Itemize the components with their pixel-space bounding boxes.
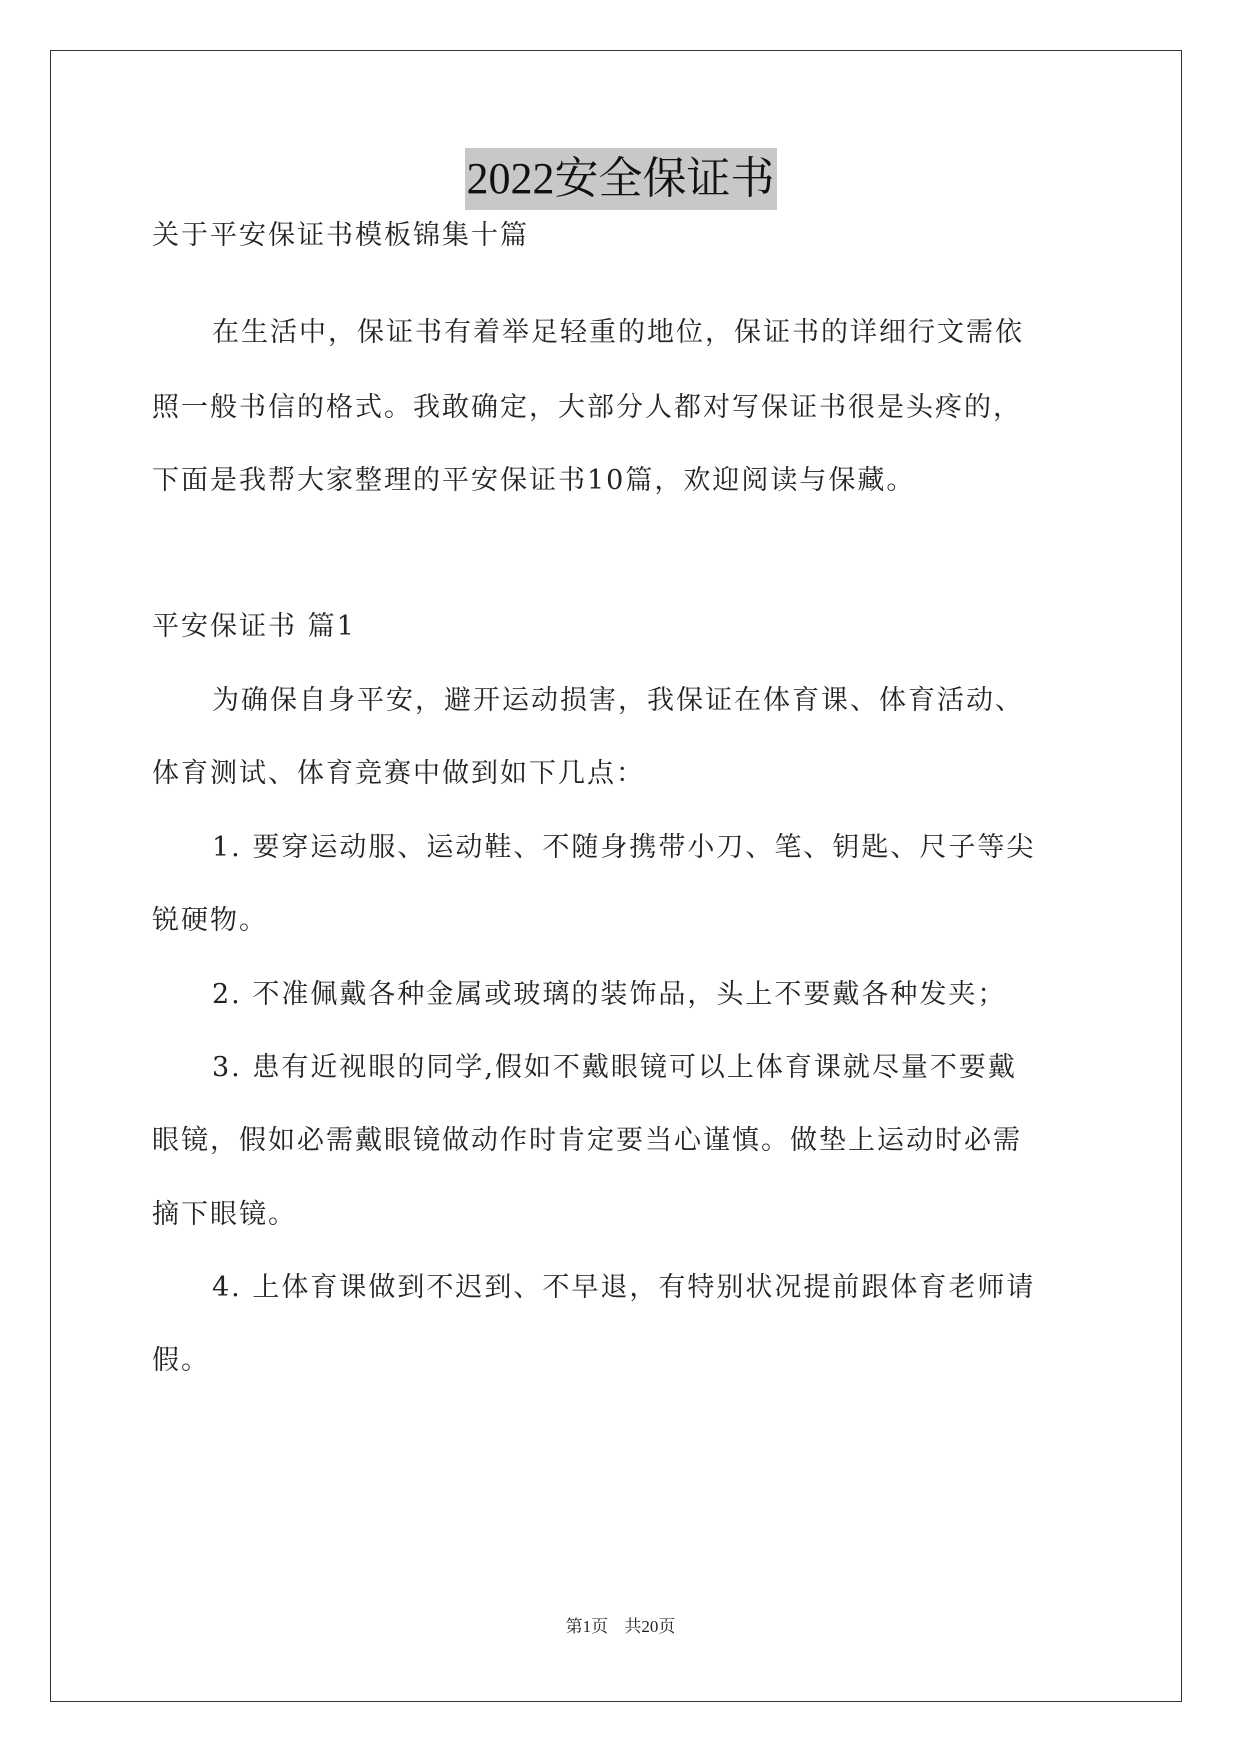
item-1-line-1: 1. 要穿运动服、运动鞋、不随身携带小刀、笔、钥匙、尺子等尖 bbox=[212, 832, 1036, 863]
intro-line-2: 照一般书信的格式。我敢确定，大部分人都对写保证书很是头疼的， bbox=[152, 392, 1022, 423]
item-3-line-1: 3. 患有近视眼的同学,假如不戴眼镜可以上体育课就尽量不要戴 bbox=[212, 1052, 1017, 1083]
section-heading: 平安保证书 篇1 bbox=[152, 611, 356, 642]
item-3-line-3: 摘下眼镜。 bbox=[152, 1199, 297, 1230]
item-2-line-1: 2. 不准佩戴各种金属或玻璃的装饰品，头上不要戴各种发夹； bbox=[212, 979, 1007, 1010]
item-4-line-1: 4. 上体育课做到不迟到、不早退，有特别状况提前跟体育老师请 bbox=[212, 1272, 1036, 1303]
intro-line-1: 在生活中，保证书有着举足轻重的地位，保证书的详细行文需依 bbox=[212, 317, 1024, 348]
page-total: 共20页 bbox=[624, 1617, 676, 1636]
item-4-line-2: 假。 bbox=[152, 1345, 210, 1376]
page-border bbox=[50, 50, 1182, 1702]
page-footer bbox=[0, 1612, 1241, 1637]
document-subtitle: 关于平安保证书模板锦集十篇 bbox=[152, 220, 529, 251]
page-number: 第1页 bbox=[565, 1617, 609, 1636]
document-title: 2022安全保证书 bbox=[465, 148, 777, 210]
item-1-line-2: 锐硬物。 bbox=[152, 905, 268, 936]
section-intro-line-2: 体育测试、体育竞赛中做到如下几点： bbox=[152, 758, 645, 789]
title-container bbox=[0, 148, 1241, 210]
intro-line-3: 下面是我帮大家整理的平安保证书10篇，欢迎阅读与保藏。 bbox=[152, 465, 916, 496]
item-3-line-2: 眼镜，假如必需戴眼镜做动作时肯定要当心谨慎。做垫上运动时必需 bbox=[152, 1125, 1022, 1156]
section-intro-line-1: 为确保自身平安，避开运动损害，我保证在体育课、体育活动、 bbox=[212, 685, 1024, 716]
